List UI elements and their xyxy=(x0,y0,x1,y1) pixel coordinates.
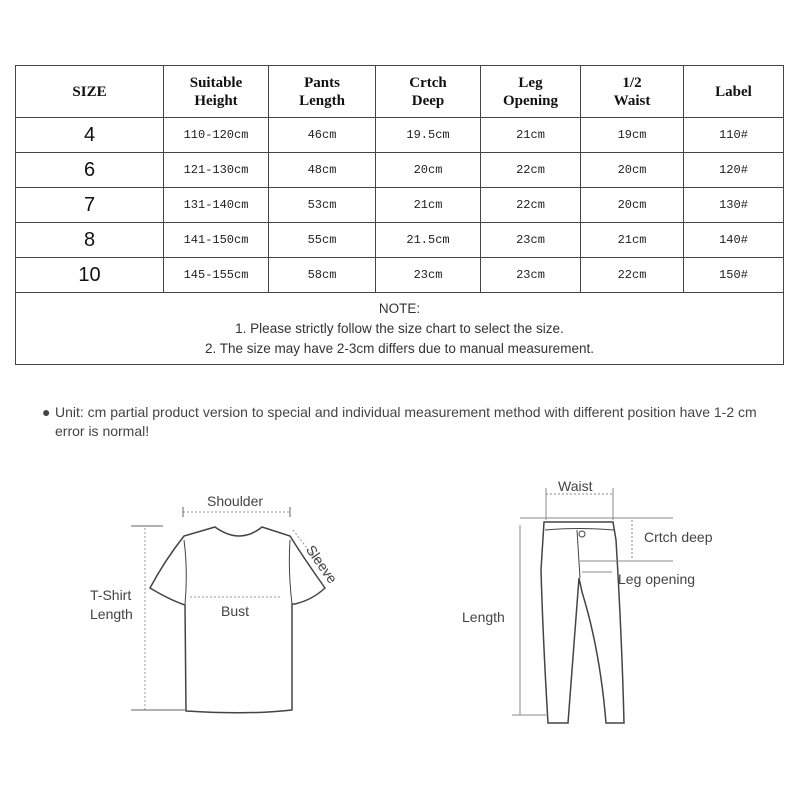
pants-drawing xyxy=(541,522,624,723)
column-header-text: Suitable xyxy=(189,74,243,91)
table-cell: 23cm xyxy=(481,223,581,258)
pants-length-label: Length xyxy=(462,609,505,625)
table-cell: 150# xyxy=(684,258,784,293)
column-header-text: Label xyxy=(715,83,752,100)
table-cell: 21cm xyxy=(581,223,684,258)
table-cell: 20cm xyxy=(581,153,684,188)
column-header-text: Height xyxy=(194,92,238,109)
waist-label: Waist xyxy=(558,478,593,494)
table-cell: 20cm xyxy=(376,153,481,188)
size-cell: 10 xyxy=(16,258,164,293)
leg-opening-label: Leg opening xyxy=(618,571,696,587)
tshirt-length-label-1: T-Shirt xyxy=(90,587,132,603)
note-line-1: 1. Please strictly follow the size chart to select the size. xyxy=(235,320,564,336)
table-cell: 21.5cm xyxy=(376,223,481,258)
column-header-text: Deep xyxy=(411,92,445,109)
sleeve-label: Sleeve xyxy=(302,542,341,587)
column-header-text: Pants xyxy=(304,74,340,91)
shoulder-label: Shoulder xyxy=(207,493,264,509)
table-cell: 20cm xyxy=(581,188,684,223)
table-cell: 22cm xyxy=(481,153,581,188)
size-cell: 8 xyxy=(16,223,164,258)
table-cell: 141-150cm xyxy=(164,223,269,258)
table-cell: 55cm xyxy=(269,223,376,258)
table-cell: 140# xyxy=(684,223,784,258)
bust-label: Bust xyxy=(221,603,250,619)
table-cell: 19cm xyxy=(581,118,684,153)
column-header-text: Opening xyxy=(502,92,559,109)
size-cell: 7 xyxy=(16,188,164,223)
bullet-icon: ● xyxy=(42,404,51,420)
unit-note-text: Unit: cm partial product version to special and individual measurement method with different position have 1-2 cm error is normal! xyxy=(55,404,757,439)
tshirt-drawing xyxy=(150,527,325,713)
column-header-text: Length xyxy=(299,92,345,109)
table-cell: 21cm xyxy=(481,118,581,153)
table-cell: 131-140cm xyxy=(164,188,269,223)
table-cell: 46cm xyxy=(269,118,376,153)
note-line-2: 2. The size may have 2-3cm differs due to manual measurement. xyxy=(205,340,594,356)
table-cell: 120# xyxy=(684,153,784,188)
table-cell: 22cm xyxy=(581,258,684,293)
table-cell: 110# xyxy=(684,118,784,153)
table-cell: 58cm xyxy=(269,258,376,293)
table-cell: 145-155cm xyxy=(164,258,269,293)
column-header-text: 1/2 xyxy=(622,74,642,91)
size-cell: 4 xyxy=(16,118,164,153)
column-header-text: Crtch xyxy=(409,74,447,91)
tshirt-length-label-2: Length xyxy=(90,606,133,622)
table-cell: 21cm xyxy=(376,188,481,223)
note-title: NOTE: xyxy=(378,300,421,316)
table-cell: 23cm xyxy=(481,258,581,293)
table-cell: 48cm xyxy=(269,153,376,188)
column-header-text: Leg xyxy=(518,74,543,91)
table-cell: 130# xyxy=(684,188,784,223)
table-cell: 121-130cm xyxy=(164,153,269,188)
size-cell: 6 xyxy=(16,153,164,188)
column-header-text: SIZE xyxy=(72,83,107,100)
table-cell: 22cm xyxy=(481,188,581,223)
table-cell: 110-120cm xyxy=(164,118,269,153)
table-cell: 53cm xyxy=(269,188,376,223)
table-cell: 23cm xyxy=(376,258,481,293)
crotch-deep-label: Crtch deep xyxy=(644,529,713,545)
table-cell: 19.5cm xyxy=(376,118,481,153)
column-header-text: Waist xyxy=(613,92,651,109)
